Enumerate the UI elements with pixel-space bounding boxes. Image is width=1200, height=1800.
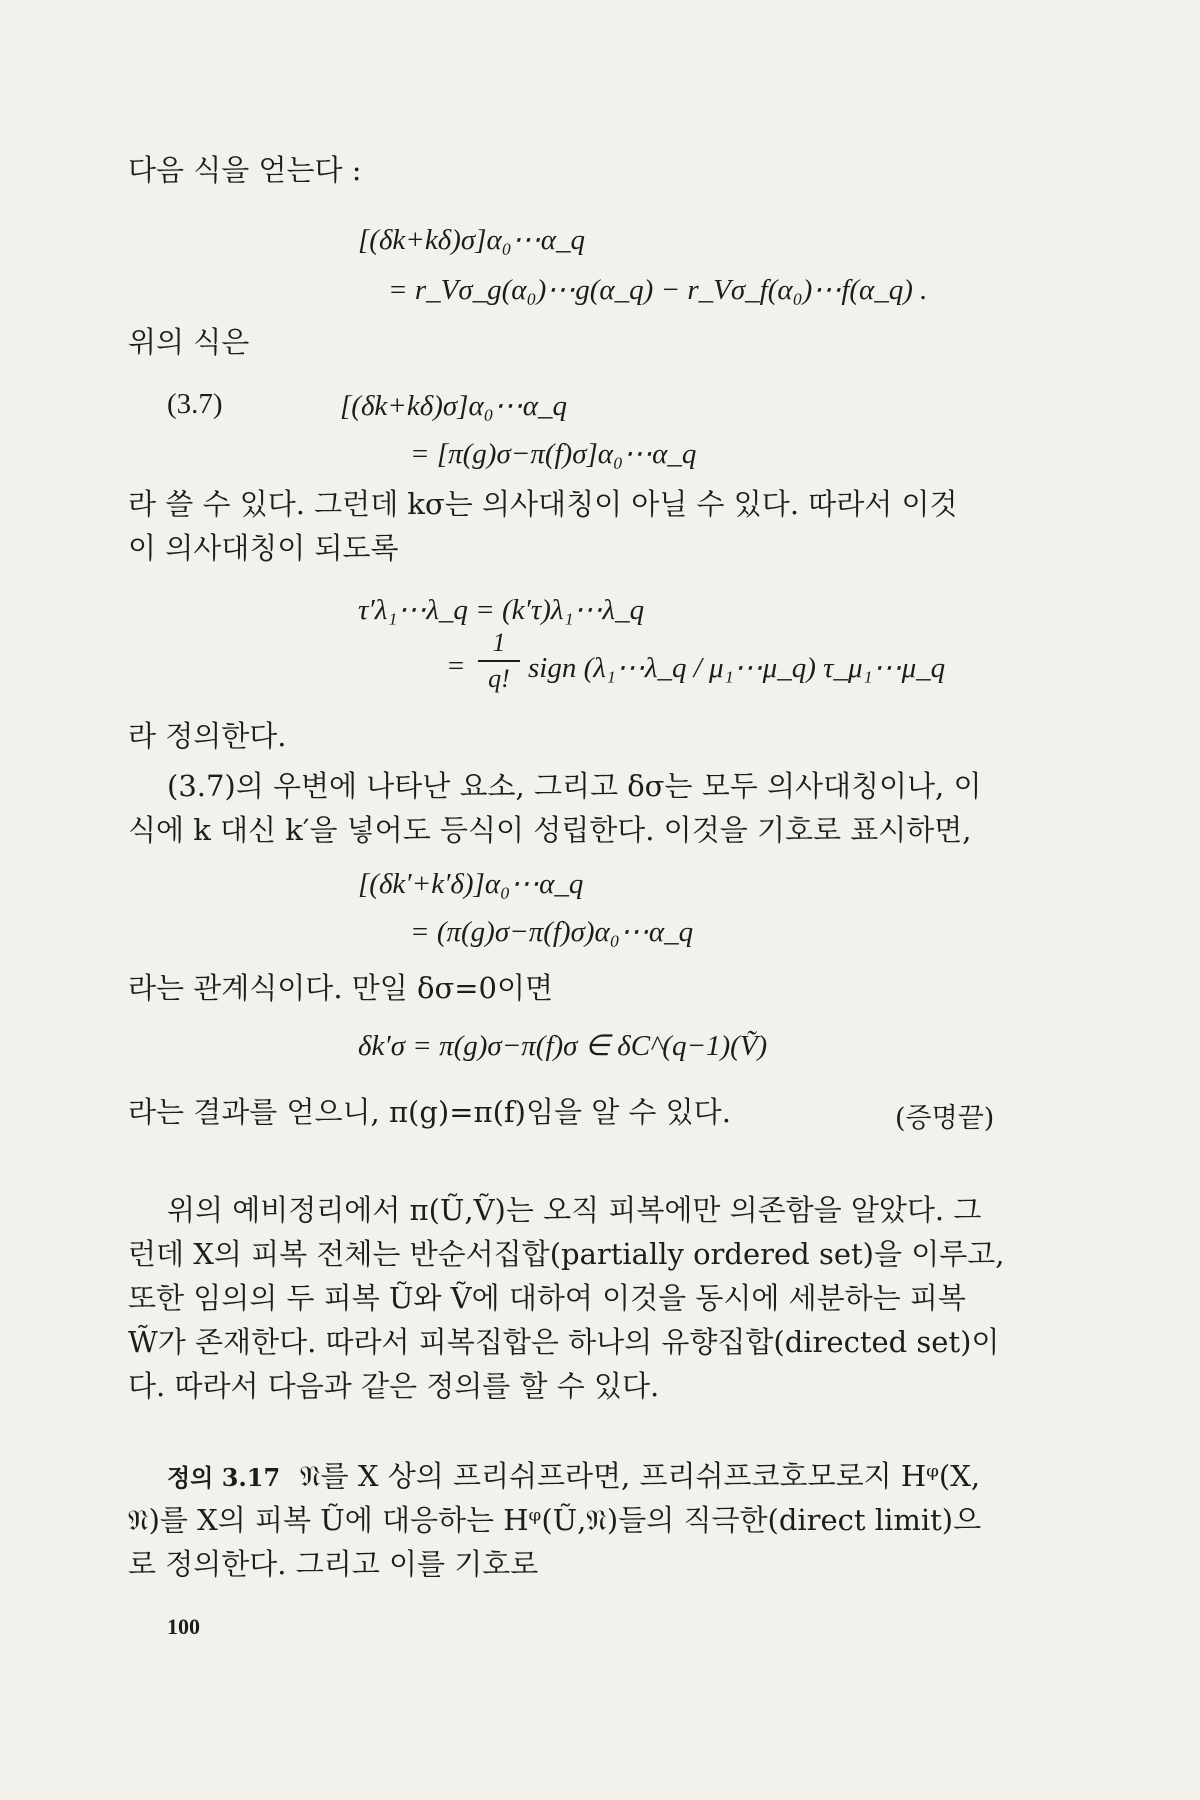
text-line-6: (3.7)의 우변에 나타난 요소, 그리고 δσ는 모두 의사대칭이나, 이 (167, 769, 982, 803)
definition-label: 정의 3.17 (167, 1463, 281, 1492)
text-line-16: 𝔑)를 X의 피복 Ũ에 대응하는 Hᵠ(Ũ,𝔑)들의 직극한(direct limit)으 (128, 1503, 982, 1537)
text-line-3: 라 쓸 수 있다. 그런데 kσ는 의사대칭이 아닐 수 있다. 따라서 이것 (128, 487, 958, 521)
equation-4a: [(δk′+k′δ)]α₀⋯α_q (358, 868, 584, 900)
text-line-5: 라 정의한다. (128, 719, 287, 753)
text-line-10: 위의 예비정리에서 π(Ũ,Ṽ)는 오직 피복에만 의존함을 알았다. 그 (167, 1193, 982, 1227)
page-number: 100 (167, 1614, 200, 1639)
equation-3b: sign (λ₁⋯λ_q / μ₁⋯μ_q) τ_μ₁⋯μ_q (528, 652, 946, 684)
equation-3-equals: = (446, 650, 466, 682)
text-line-2: 위의 식은 (128, 325, 250, 359)
text-line-15: 𝔑를 X 상의 프리쉬프라면, 프리쉬프코호모로지 Hᵠ(X, (300, 1459, 981, 1493)
equation-3a: τ′λ₁⋯λ_q = (k′τ)λ₁⋯λ_q (358, 594, 645, 626)
text-line-11: 런데 X의 피복 전체는 반순서집합(partially ordered set)을 이루고, (128, 1237, 1005, 1271)
fraction-bar (478, 660, 520, 662)
text-line-13: W̃가 존재한다. 따라서 피복집합은 하나의 유향집합(directed set)이 (128, 1325, 1000, 1359)
equation-1a: [(δk+kδ)σ]α₀⋯α_q (358, 224, 585, 256)
text-line-7: 식에 k 대신 k′을 넣어도 등식이 성립한다. 이것을 기호로 표시하면, (128, 813, 972, 847)
fraction-numerator: 1 (492, 628, 506, 657)
text-line-17: 로 정의한다. 그리고 이를 기호로 (128, 1547, 539, 1581)
text-line-12: 또한 임의의 두 피복 Ũ와 Ṽ에 대하여 이것을 동시에 세분하는 피복 (128, 1281, 966, 1315)
text-line-9: 라는 결과를 얻으니, π(g)=π(f)임을 알 수 있다. (128, 1095, 731, 1129)
fraction-denominator: q! (488, 664, 510, 693)
equation-1b: = r_Vσ_g(α₀)⋯g(α_q) − r_Vσ_f(α₀)⋯f(α_q) . (388, 274, 928, 306)
text-line-8: 라는 관계식이다. 만일 δσ=0이면 (128, 971, 554, 1005)
equation-5: δk′σ = π(g)σ−π(f)σ ∈ δC^(q−1)(Ṽ) (358, 1030, 768, 1062)
equation-4b: = (π(g)σ−π(f)σ)α₀⋯α_q (410, 916, 694, 948)
equation-2b: = [π(g)σ−π(f)σ]α₀⋯α_q (410, 438, 697, 470)
text-line-1: 다음 식을 얻는다 : (128, 153, 362, 187)
equation-label-3-7: (3.7) (167, 388, 223, 420)
text-line-14: 다. 따라서 다음과 같은 정의를 할 수 있다. (128, 1369, 660, 1403)
text-line-4: 이 의사대칭이 되도록 (128, 531, 399, 565)
equation-2a: [(δk+kδ)σ]α₀⋯α_q (340, 390, 567, 422)
qed-mark: (증명끝) (895, 1103, 995, 1134)
